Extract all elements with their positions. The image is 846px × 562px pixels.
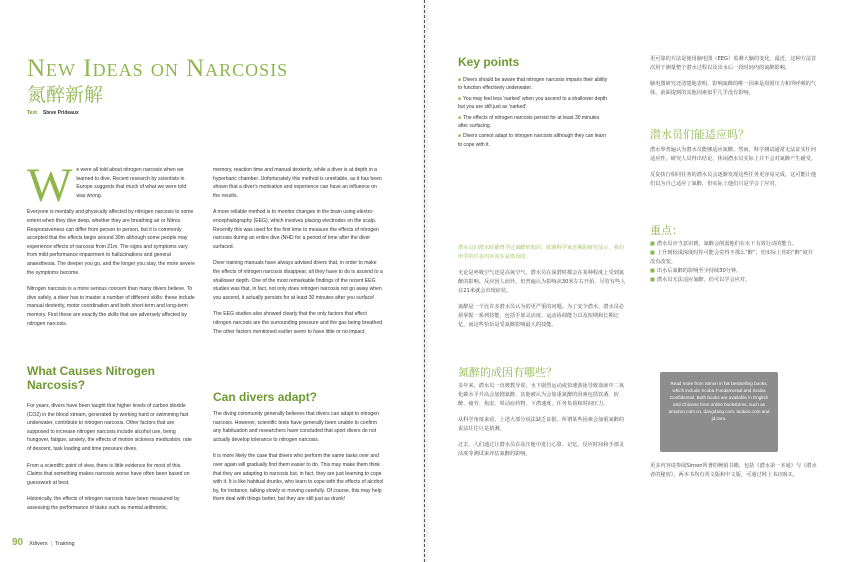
section-name: Training — [54, 541, 75, 547]
heading-causes: What Causes Nitrogen Narcosis? — [27, 364, 156, 392]
byline-label: Text — [27, 110, 37, 116]
paragraph: 脑电图研究还清楚地表明，影响氮醉的唯一因素是周围压力和所呼吸的气体，前面提到的其他因素似乎几乎没有影响。 — [650, 81, 817, 96]
paragraph: Nitrogen narcosis is a more serious concern than many divers believe. To dive safely, a diver has to master a number of different skills: these include manual dexterity, motor coordination and both short-term and long-term memory. First these are exactly the skills that are adversely affected by nitrogen narcosis. — [27, 286, 195, 327]
bullet-icon: ■ — [650, 250, 655, 256]
paragraph: 更多内容请参阅Simon所著的畅销书籍，包括《潜水第一本通》与《潜水者的秘密》。两本书均有英文版和中文版，可通过网上书店购买。 — [650, 463, 817, 478]
list-item: ■ Divers should be aware that nitrogen narcosis impairs their ability to function effectively underwater. — [458, 77, 608, 92]
chinese-column-1b — [458, 382, 628, 466]
paragraph: 从科学角度来看，上述大部分说法缺乏证据。所谓某些因素会加重氮醉的说法往往只是猜测。 — [458, 417, 625, 432]
paragraph: 过去，人们通过让潜水员在高压舱中进行心算、记忆、反应时间和手部灵活度等测试来评估氮醉的影响。 — [458, 442, 625, 457]
paragraph: Diver training manuals have always advised divers that, in order to make the effects of nitrogen narcosis disappear, all they have to do is ascend to a shallower depth. One of the most remarkable findings of the recent EEG studies was that, in fact, not only does nitrogen narcosis not go away when you ascend, it actually persists for at least 30 minutes after you surface! — [213, 260, 383, 301]
key-points-list — [458, 76, 608, 151]
paragraph: 潜水界普遍认为潜水员能够适应氮醉。然而，科学测试通常无法证实任何适应性，研究人员得出结论，休闲潜水员实际上并不会对氮醉产生耐受。 — [650, 147, 817, 162]
paragraph: memory, reaction time and manual dexterity, while a diver is at depth in a hyperbaric chamber. Unfortunately this method is unreliable, as it has been shown that a diver's motivation and experience can have an influence on the results. — [213, 167, 382, 199]
chinese-column-2b — [650, 146, 818, 196]
paragraph: The EEG studies also showed clearly that the only factors that effect nitrogen narcosis are the surrounding pressure and the gas being breathed. The other factors mentioned earlier seem to have little or no impact. — [213, 311, 384, 335]
paragraph: The diving community generally believes that divers can adapt to nitrogen narcosis. However, scientific tests have generally been unable to confirm any habituation and researchers have concluded that sport divers do not actually develop tolerance to nitrogen narcosis. — [213, 411, 379, 443]
paragraph: It is more likely the case that divers who perform the same tasks over and over again will gradually find them easier to do. This may make them think that they are adapting to narcosis but, in fact, they are just learning to cope with it. It is like habitual drunks, who learn to cope with the effects of alcohol by, for instance, talking slowly or moving carefully. Of course, this may help them deal with things better, but they are still just as drunk! — [213, 453, 384, 503]
paragraph: Everyone is mentally and physically affected by nitrogen narcosis to some extent when they dive deep, whether they are breathing air or Nitrox. Responsiveness can differ from person to person, but it is commonly accepted that the effects begin around 30m although some people may experience effects of narcosis from 21m. The signs and symptoms vary from mild performance impairment to hallucinations and general anaesthesia. The deeper you go, and the longer you stay, the more severe the symptoms become. — [27, 209, 196, 276]
chinese-column-2 — [650, 55, 818, 105]
paragraph: 多年来，潜水员一直被教导说，水下剧烈运动或快速游泳导致血液中二氧化碳水平升高会加剧氮醉。其他被认为会加重氮醉的因素包括饮酒、宿醉、疲劳、焦虑、晕动症药物、下潜速度、任务负荷和时间压力。 — [458, 383, 625, 407]
list-item: ■ 上升到较浅深度时你可能会觉得不那么“醉”，但实际上你的“醉”度并没有改变。 — [650, 250, 813, 265]
list-item: ■ You may feel less 'narked' when you ascend to a shallower depth but you are still just as 'narked'. — [458, 95, 608, 111]
magazine-name: Xdivers — [29, 541, 48, 547]
paragraph: For years, divers have been taught that higher levels of carbon dioxide (CO2) in the blood stream, generated by working hard or swimming fast underwater, contribute to nitrogen narcosis. Other factors that are supposed to increase nitrogen narcosis include alcohol use, being hungover, fatigue, anxiety, the effects of motion sickness medication, rate of descent, task loading and time pressure dives. — [27, 403, 192, 452]
chinese-heading-causes: 氮醉的成因有哪些？ — [458, 366, 557, 379]
author-books-box: Read more from Simon in his bestselling books, which include Scuba Fundamental and Scuba Confidential. Both books are available in English and Chinese from online bookstores, such as amazon.com.cn, dangdang.com, taobao.com and jd.com. — [660, 372, 778, 452]
column-1b — [27, 402, 195, 521]
list-item: ■ Divers cannot adapt to nitrogen narcosis although they can learn to cope with it. — [458, 133, 606, 148]
column-1 — [27, 159, 196, 336]
intro-paragraph: We were all told about nitrogen narcosis when we learned to dive. Recent research by scientists in Europe suggests that much of what we were told was wrong. — [27, 159, 187, 212]
bullet-icon: ■ — [458, 77, 462, 83]
drop-cap: W — [27, 159, 73, 212]
page-spine — [424, 0, 425, 562]
paragraph: 无论是呼吸空气还是高氧空气，潜水员在深潜时都会在某种程度上受到氮醉的影响。反应因人而异，但普遍认为影响从30米左右开始，尽管有些人在21米就会出现症状。 — [458, 270, 626, 294]
paragraph: From a scientific point of view, there is little evidence for most of this. Claims that something makes narcosis worse have often been based on guesswork at best. — [27, 462, 190, 486]
list-item: ■ The effects of nitrogen narcosis persist for at least 30 minutes after surfacing. — [458, 114, 600, 130]
paragraph: 更可靠的方法是使用脑电图（EEG）监测大脑的变化。最近，这种方法首次用于测量整个潜水过程以及出水后一段时间内的氮醉影响。 — [650, 56, 817, 71]
chinese-column-1 — [458, 244, 628, 337]
byline-author: Steve Prideaux — [42, 110, 79, 116]
key-points-title: Key points — [458, 55, 520, 69]
page-number: 90 — [12, 537, 24, 548]
right-page — [428, 0, 846, 562]
list-item: ■ 潜水员应当意识到，氮醉会削弱他们在水下有效行动的能力。 — [650, 241, 797, 247]
paragraph: 氮醉是一个比许多潜水员认为的更严重的问题。为了安全潜水，潜水员必须掌握一系列技能，包括手部灵活度、运动协调能力以及短期和长期记忆，而这些恰恰是受氮醉影响最大的技能。 — [458, 304, 625, 328]
article-title-chinese: 氮醉新解 — [27, 84, 104, 106]
byline — [27, 110, 79, 116]
paragraph: 反复执行相同任务的潜水员会逐渐发现这些任务更容易完成，这可能让他们以为自己适应了氮醉，但实际上他们只是学会了应对。 — [650, 172, 817, 187]
bullet-icon: ■ — [650, 268, 655, 274]
article-title: New Ideas on Narcosis — [27, 55, 289, 82]
paragraph: 潜水员们潜水时都曾学过氮醉的知识。欧洲科学家近期的研究显示，我们所学的许多内容其实是错误的。 — [458, 245, 625, 260]
bullet-icon: ■ — [458, 133, 462, 140]
chinese-heading-adapt: 潜水员们能适应吗？ — [650, 128, 749, 141]
list-item: ■ 出水后氮醉的影响至少持续30分钟。 — [650, 268, 742, 274]
paragraph: Historically, the effects of nitrogen narcosis have been measured by assessing the performance of tasks such as mental arithmetic, — [27, 496, 180, 511]
chinese-key-points-list — [650, 240, 818, 285]
column-2b — [213, 410, 385, 512]
bullet-icon: ■ — [650, 277, 655, 283]
chinese-author-bio — [650, 462, 818, 487]
left-page — [0, 0, 422, 562]
paragraph: A more reliable method is to monitor changes in the brain using electro-encephalography (EEG), which involves placing electrodes on the scalp. Recently this was used for the first time to measure the effects of nitrogen narcosis during an entire dive (NHD for a period of time after the diver surfaced. — [213, 209, 379, 250]
chinese-heading-key-points: 重点： — [650, 224, 683, 237]
heading-adapt: Can divers adapt? — [213, 390, 318, 404]
column-2 — [213, 166, 385, 344]
bullet-icon: ■ — [650, 241, 655, 247]
bullet-icon: ■ — [458, 114, 462, 121]
page-footer: 90 Xdivers | Training — [12, 537, 75, 548]
list-item: ■ 潜水员无法适应氮醉，但可以学会应对。 — [650, 277, 751, 283]
bullet-icon: ■ — [458, 95, 462, 102]
